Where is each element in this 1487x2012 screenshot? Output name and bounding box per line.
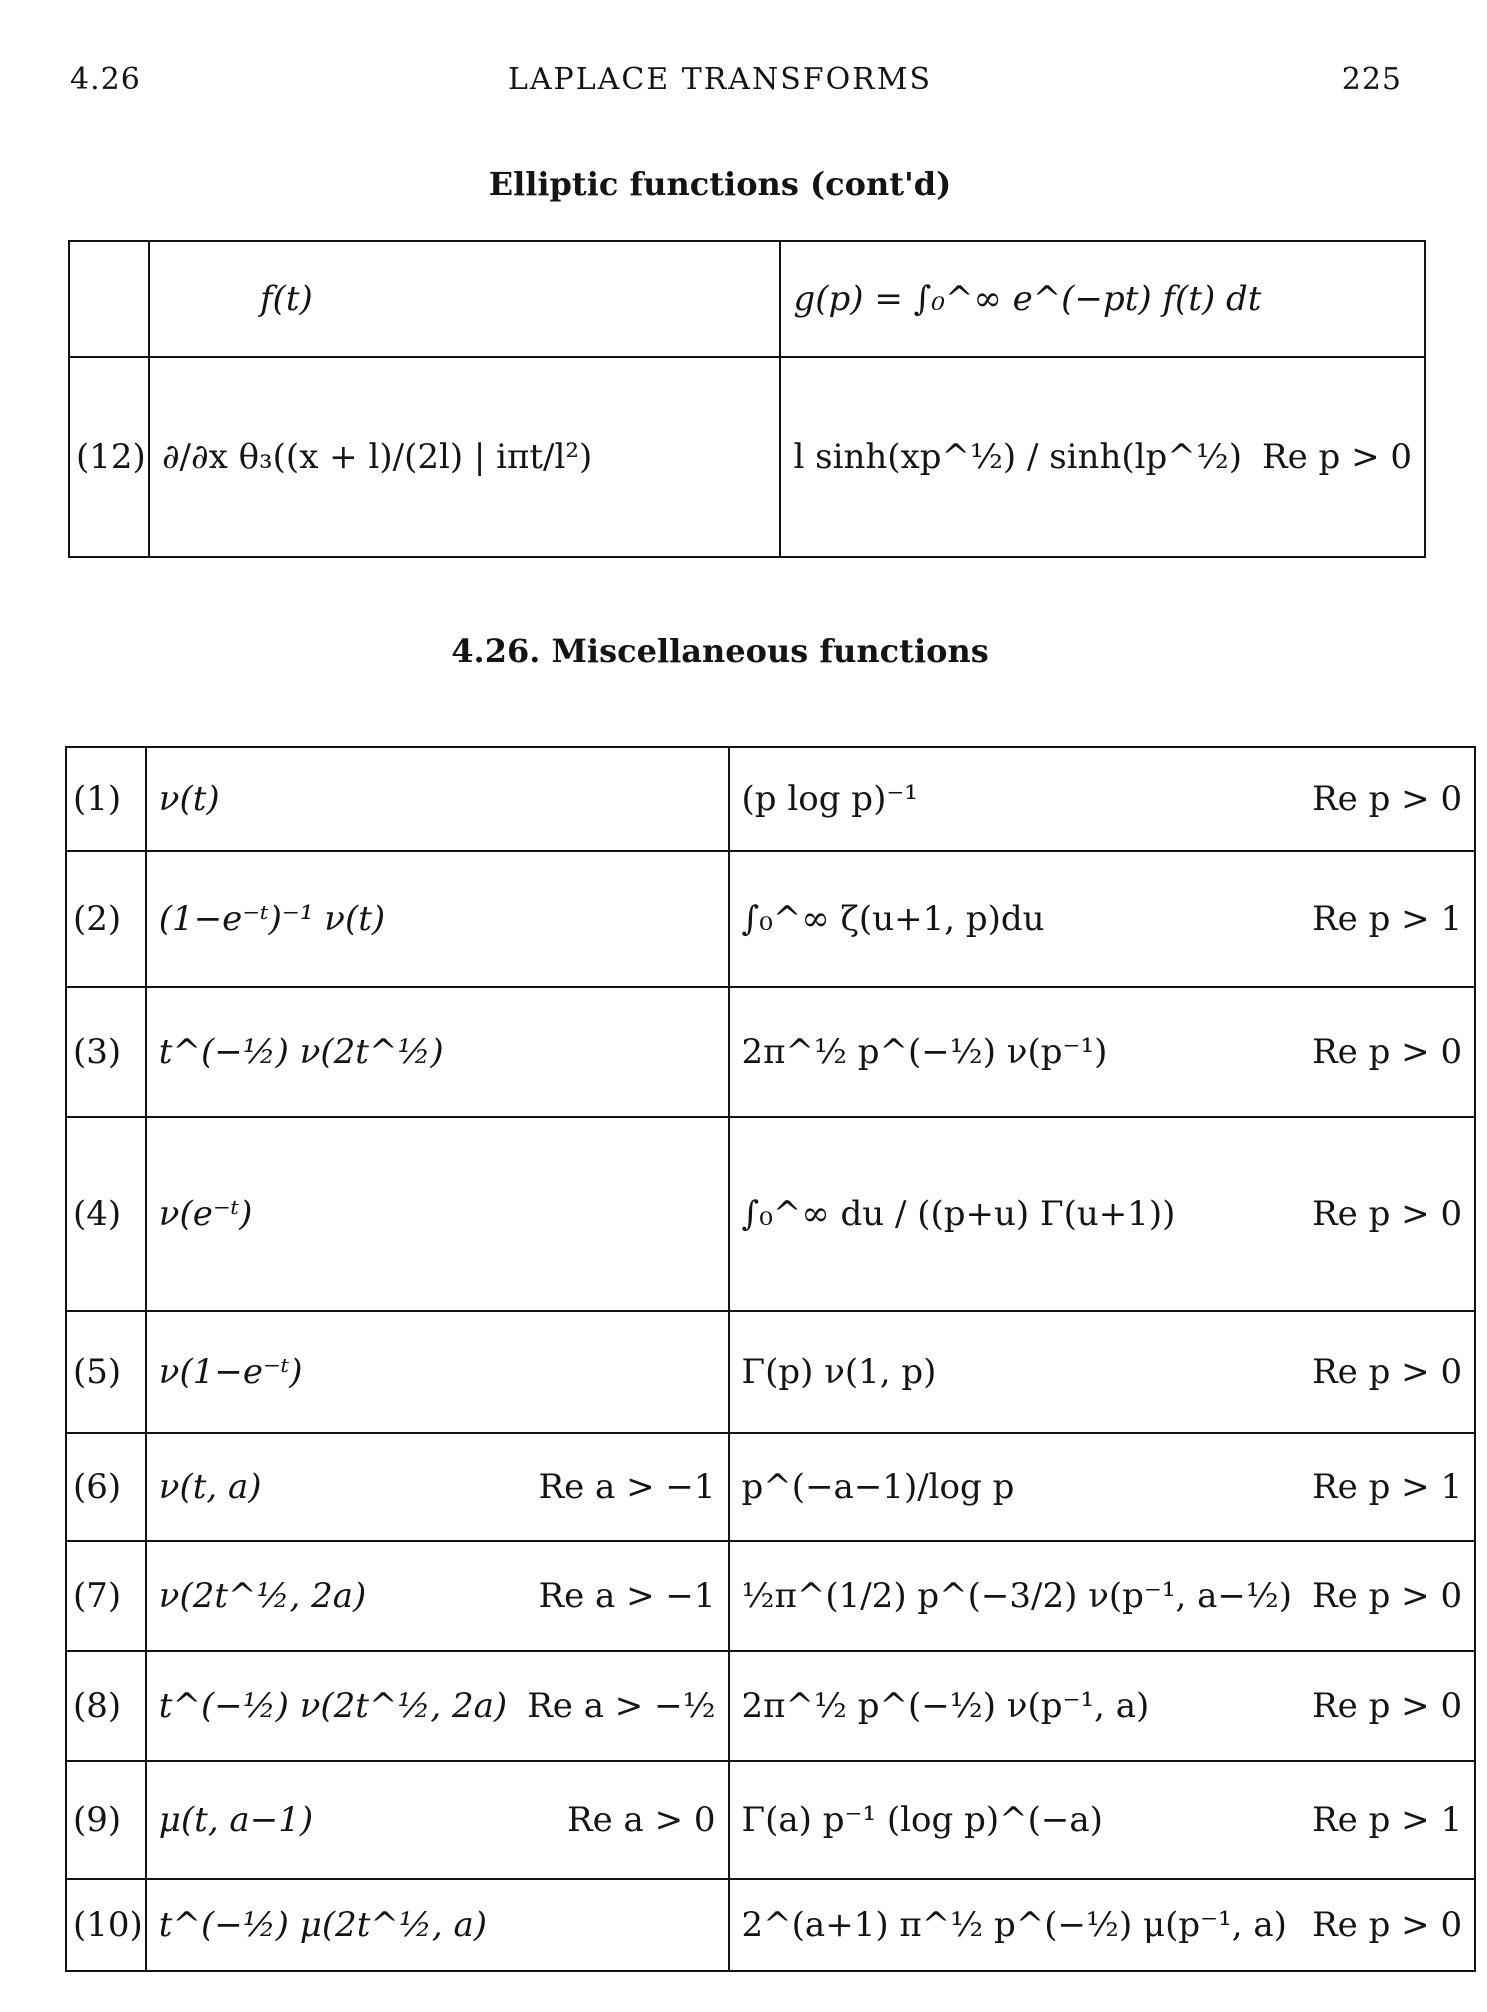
row-ft-cell: [146, 1433, 729, 1541]
row-ft: μ(t, a−1): [158, 1800, 314, 1840]
running-title: LAPLACE TRANSFORMS: [507, 62, 933, 97]
misc-row: [66, 1879, 1475, 1971]
row-gp: ∫₀^∞ du / ((p+u) Γ(u+1)): [741, 1194, 1176, 1234]
row-ft-cell: [146, 1879, 729, 1971]
row-gp-cell: [729, 1651, 1476, 1761]
misc-heading: 4.26. Miscellaneous functions: [451, 632, 989, 670]
row-ft-cell: [146, 987, 729, 1117]
row-ft: ν(1−e⁻ᵗ): [158, 1352, 303, 1392]
row-number: (1): [66, 747, 146, 851]
section-number: 4.26: [70, 62, 141, 97]
row-gp: p^(−a−1)/log p: [741, 1467, 1015, 1507]
row-number: (12): [69, 357, 149, 557]
row-gp-cell: [729, 1761, 1476, 1879]
misc-row: [66, 1311, 1475, 1433]
row-number: (6): [66, 1433, 146, 1541]
row-ft: t^(−½) ν(2t^½, 2a): [158, 1686, 508, 1726]
row-cond: Re p > 0: [1312, 1352, 1463, 1392]
row-gp-cell: [729, 987, 1476, 1117]
row-gp-cell: [729, 851, 1476, 987]
row-number: (7): [66, 1541, 146, 1651]
row-cond: Re p > 1: [1312, 1800, 1463, 1840]
row-gp: ∫₀^∞ ζ(u+1, p)du: [741, 899, 1045, 939]
misc-row: [66, 1117, 1475, 1311]
row-number: (4): [66, 1117, 146, 1311]
row-ft: t^(−½) ν(2t^½): [158, 1032, 444, 1072]
misc-row: [66, 1433, 1475, 1541]
row-gp: l sinh(xp^½) / sinh(lp^½): [793, 437, 1242, 477]
row-ft-cond: Re a > −1: [538, 1467, 716, 1507]
row-cond: Re p > 0: [1312, 1686, 1463, 1726]
row-ft: t^(−½) μ(2t^½, a): [158, 1905, 487, 1945]
row-number: (5): [66, 1311, 146, 1433]
row-ft-cond: Re a > 0: [567, 1800, 716, 1840]
misc-row: [66, 1651, 1475, 1761]
row-ft: (1−e⁻ᵗ)⁻¹ ν(t): [158, 899, 386, 939]
row-gp: (p log p)⁻¹: [741, 779, 918, 819]
row-ft: ∂/∂x θ₃((x + l)/(2l) | iπt/l²): [149, 357, 780, 557]
row-ft-cell: [146, 851, 729, 987]
row-gp-cell: [729, 1311, 1476, 1433]
header-num-cell: [69, 241, 149, 357]
row-ft: ν(t): [158, 779, 220, 819]
header-ft: f(t): [149, 241, 780, 357]
elliptic-row-12: [69, 357, 1425, 557]
header-gp: g(p) = ∫₀^∞ e^(−pt) f(t) dt: [780, 241, 1425, 357]
elliptic-table: [68, 240, 1426, 558]
misc-row: [66, 747, 1475, 851]
row-ft-cell: [146, 1117, 729, 1311]
row-gp: Γ(p) ν(1, p): [741, 1352, 937, 1392]
row-gp: Γ(a) p⁻¹ (log p)^(−a): [741, 1800, 1103, 1840]
elliptic-heading: Elliptic functions (cont'd): [488, 165, 952, 203]
misc-row: [66, 987, 1475, 1117]
row-cond: Re p > 0: [1312, 1576, 1463, 1616]
elliptic-header-row: [69, 241, 1425, 357]
misc-row: [66, 1541, 1475, 1651]
row-ft-cond: Re a > −1: [538, 1576, 716, 1616]
row-cond: Re p > 1: [1312, 899, 1463, 939]
row-gp: ½π^(1/2) p^(−3/2) ν(p⁻¹, a−½): [741, 1576, 1293, 1616]
row-cond: Re p > 0: [1312, 779, 1463, 819]
row-ft-cell: [146, 1311, 729, 1433]
row-gp: 2π^½ p^(−½) ν(p⁻¹): [741, 1032, 1108, 1072]
row-number: (10): [66, 1879, 146, 1971]
row-gp-cell: [729, 1433, 1476, 1541]
row-ft-cell: [146, 1651, 729, 1761]
row-ft-cell: [146, 1761, 729, 1879]
misc-row: [66, 1761, 1475, 1879]
row-gp-cell: [780, 357, 1425, 557]
row-gp-cell: [729, 1541, 1476, 1651]
misc-row: [66, 851, 1475, 987]
row-number: (2): [66, 851, 146, 987]
row-cond: Re p > 0: [1312, 1194, 1463, 1234]
row-cond: Re p > 0: [1312, 1032, 1463, 1072]
row-ft: ν(e⁻ᵗ): [158, 1194, 253, 1234]
row-gp-cell: [729, 1117, 1476, 1311]
row-gp-cell: [729, 1879, 1476, 1971]
page-number: 225: [1341, 62, 1402, 97]
row-ft-cell: [146, 1541, 729, 1651]
row-gp: 2π^½ p^(−½) ν(p⁻¹, a): [741, 1686, 1150, 1726]
row-ft: ν(2t^½, 2a): [158, 1576, 367, 1616]
row-gp-cell: [729, 747, 1476, 851]
row-gp: 2^(a+1) π^½ p^(−½) μ(p⁻¹, a): [741, 1905, 1287, 1945]
row-ft-cell: [146, 747, 729, 851]
row-ft: ν(t, a): [158, 1467, 262, 1507]
misc-table: [65, 746, 1476, 1972]
row-cond: Re p > 0: [1261, 437, 1412, 477]
row-cond: Re p > 0: [1312, 1905, 1463, 1945]
row-number: (3): [66, 987, 146, 1117]
row-cond: Re p > 1: [1312, 1467, 1463, 1507]
row-ft-cond: Re a > −½: [527, 1686, 716, 1726]
row-number: (8): [66, 1651, 146, 1761]
row-number: (9): [66, 1761, 146, 1879]
